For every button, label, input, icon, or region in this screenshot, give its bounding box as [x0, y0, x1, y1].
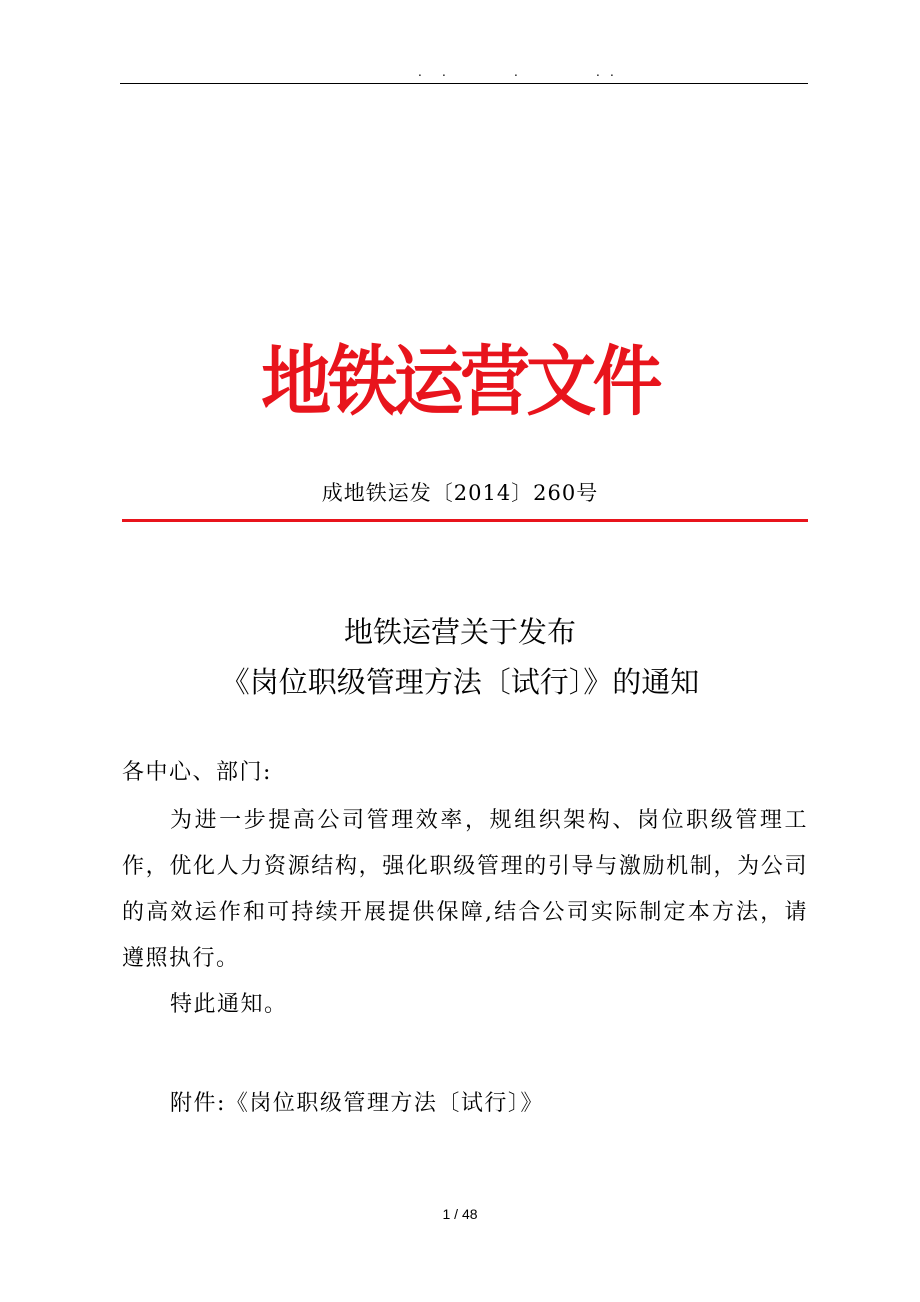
red-separator-rule	[122, 519, 808, 522]
header-dot: .	[514, 65, 518, 79]
closing-remark: 特此通知。	[170, 992, 288, 1017]
header-dot: .	[596, 65, 600, 79]
attachment-line: 附件:《岗位职级管理方法〔试行〕》	[170, 1091, 544, 1116]
notice-title-line-2: 《岗位职级管理方法〔试行〕》的通知	[220, 665, 700, 699]
header-dot: .	[610, 65, 614, 79]
header-dot: .	[418, 65, 422, 79]
header-dot: .	[442, 65, 446, 79]
notice-title-line-1: 地铁运营关于发布	[343, 615, 576, 649]
page-number: 1 / 48	[442, 1206, 478, 1222]
header-rule	[120, 83, 808, 84]
salutation: 各中心、部门:	[122, 760, 272, 785]
header-dots	[120, 64, 808, 80]
body-paragraph: 为进一步提高公司管理效率，规组织架构、岗位职级管理工作，优化人力资源结构，强化职级管理的引导与激励机制，为公司的高效运作和可持续开展提供保障,结合公司实际制定本方法，请遵照执行。	[122, 808, 808, 971]
document-number: 成地铁运发〔2014〕260号	[321, 481, 599, 505]
document-head-title: 地铁运营文件	[261, 337, 659, 426]
